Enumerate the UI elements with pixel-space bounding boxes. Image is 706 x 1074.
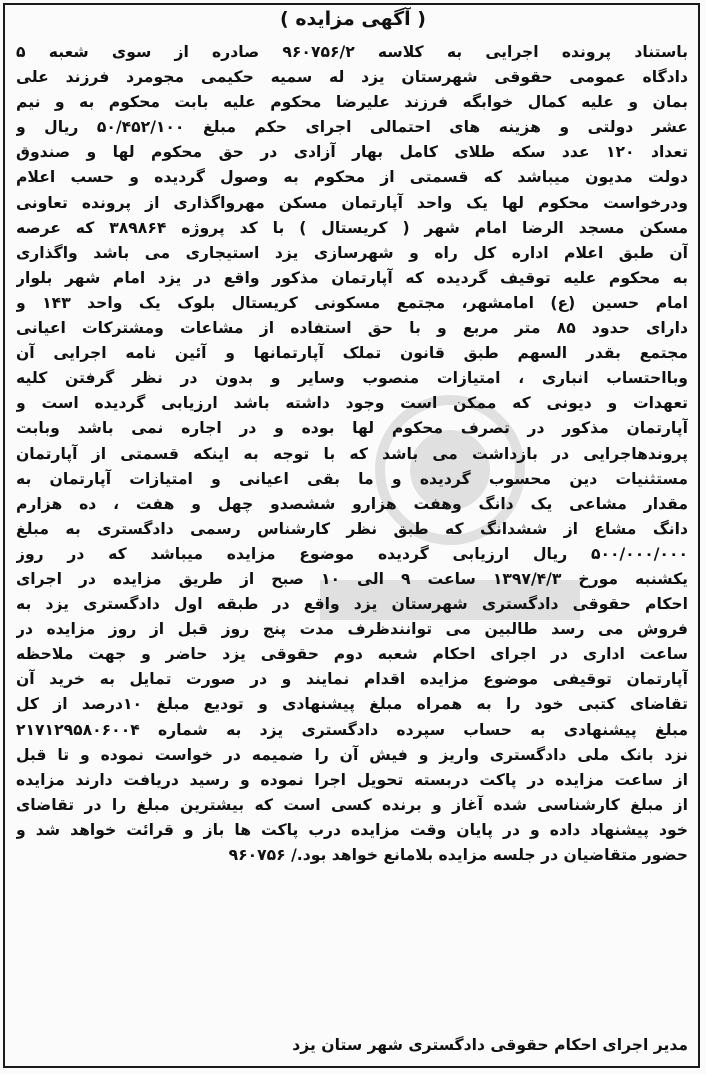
body-line: امام حسین (ع) امامشهر، مجتمع مسکونی کریستال بلوک یک واحد ۱۴۳ و (16, 293, 688, 312)
notice-body (16, 40, 688, 868)
body-line: پروندهاجرایی در بازداشت می باشد که با توجه به اینکه قسمتی از آپارتمان (16, 444, 688, 463)
body-line: احکام حقوقی دادگستری شهرستان یزد واقع در طبقه اول دادگستری یزد به (16, 595, 688, 614)
body-line: دانگ مشاع از ششدانگ که طبق نظر کارشناس رسمی دادگستری به مبلغ (16, 519, 688, 538)
body-line: ساعت اداری در اجرای احکام شعبه دوم حقوقی یزد حاضر و جهت ملاحظه (16, 645, 688, 664)
body-line: تعهدات و دیونی که ممکن است وجود داشته باشد ارزیابی گردیده است و (16, 394, 688, 413)
body-line: دادگاه عمومی حقوقی شهرستان یزد له سمیه حکیمی مجومرد فرزند علی (16, 68, 688, 87)
body-line: حضور متقاضیان در جلسه مزایده بلامانع خواهد بود./ ۹۶۰۷۵۶ (228, 846, 688, 864)
body-line: یکشنبه مورخ ۱۳۹۷/۴/۳ ساعت ۹ الی ۱۰ صبح از طریق مزایده در اجرای (16, 569, 688, 588)
body-line: از مبلغ کارشناسی شده آغاز و برنده کسی است که بیشترین مبلغ را در تقاضای (16, 795, 688, 814)
body-line: تقاضای کتبی خود را به همراه مبلغ پیشنهادی و تودیع مبلغ ۱۰درصد از کل (16, 695, 688, 714)
signature-line: مدیر اجرای احکام حقوقی دادگستری شهر ستان یزد (292, 1036, 688, 1054)
body-line: بمان و علیه کمال خوابگه فرزند علیرضا محکوم علیه بابت محکوم به و نیم (16, 93, 688, 112)
body-line: نزد بانک ملی دادگستری واریز و فیش آن را ضمیمه در خواست نموده و تا قبل (16, 745, 688, 764)
body-line: مسکن مسجد الرضا امام شهر ( کریستال ) با کد پروژه ۳۸۹۸۶۴ که عرصه (16, 218, 688, 237)
body-line: از ساعت مزایده در پاکت دربسته تحویل اجرا نموده و رسید دریافت دارند مزایده (16, 770, 688, 789)
body-line: عشر دولتی و هزینه های احتمالی اجرای حکم مبلغ ۵۰/۴۵۲/۱۰۰ ریال و (16, 118, 688, 137)
body-line: وبااحتساب انباری ، امتیازات منصوب وسایر و بدون در نظر گرفتن کلیه (16, 369, 688, 388)
body-line: خود پیشنهاد داده و در پایان وقت مزایده درب پاکت ها باز و قرائت خواهد شد و (16, 820, 688, 839)
body-line: تعداد ۱۲۰ عدد سکه طلای کامل بهار آزادی در حق محکوم لها و صندوق (16, 143, 688, 162)
body-line: به محکوم علیه توقیف گردیده که آپارتمان مذکور واقع در یزد امام شهر بلوار (16, 268, 688, 287)
body-line: آن طبق اعلام اداره کل راه و شهرسازی یزد استیجاری می باشد واگذاری (16, 243, 688, 262)
body-line: مستثنیات دین محسوب گردیده و ما بقی اعیانی و امتیازات آپارتمان به (16, 469, 688, 488)
body-line: دولت مدیون میباشد که قسمتی از محکوم به وصول گردیده و حسب اعلام (16, 168, 688, 187)
body-line: فروش می رسد طالبین می توانندظرف مدت پنج روز قبل از روز مزایده در (16, 620, 688, 639)
body-line: آپارتمان مذکور در تصرف محکوم لها بوده و در اجاره نمی باشد وبابت (16, 419, 688, 438)
body-line: دارای حدود ۸۵ متر مربع و با حق استفاده از مشاعات ومشترکات اعیانی (16, 319, 688, 338)
body-line: مجتمع بقدر السهم طبق قانون تملک آپارتمانها و آئین نامه اجرایی آن (16, 344, 688, 363)
body-line: مقدار مشاعی یک دانگ وهفت هزارو ششصدو چهل و هفت ، ده هزارم (16, 494, 688, 513)
body-line: ۵۰۰/۰۰۰/۰۰۰ ریال ارزیابی گردیده موضوع مزایده میباشد که در روز (16, 544, 688, 563)
body-line: باستناد پرونده اجرایی به کلاسه ۹۶۰۷۵۶/۲ صادره از سوی شعبه ۵ (16, 43, 688, 61)
body-line: ودرخواست محکوم لها یک واحد آپارتمان مسکن مهرواگذاری از پرونده تعاونی (16, 193, 688, 212)
notice-title: ( آگهی مزایده ) (280, 8, 426, 30)
body-line: آپارتمان توقیفی موضوع مزایده اقدام نمایند و در صورت تمایل به خرید آن (16, 670, 688, 689)
body-line: مبلغ پیشنهادی به حساب سپرده دادگستری یزد به شماره ۲۱۷۱۲۹۵۸۰۶۰۰۴ (16, 720, 688, 739)
